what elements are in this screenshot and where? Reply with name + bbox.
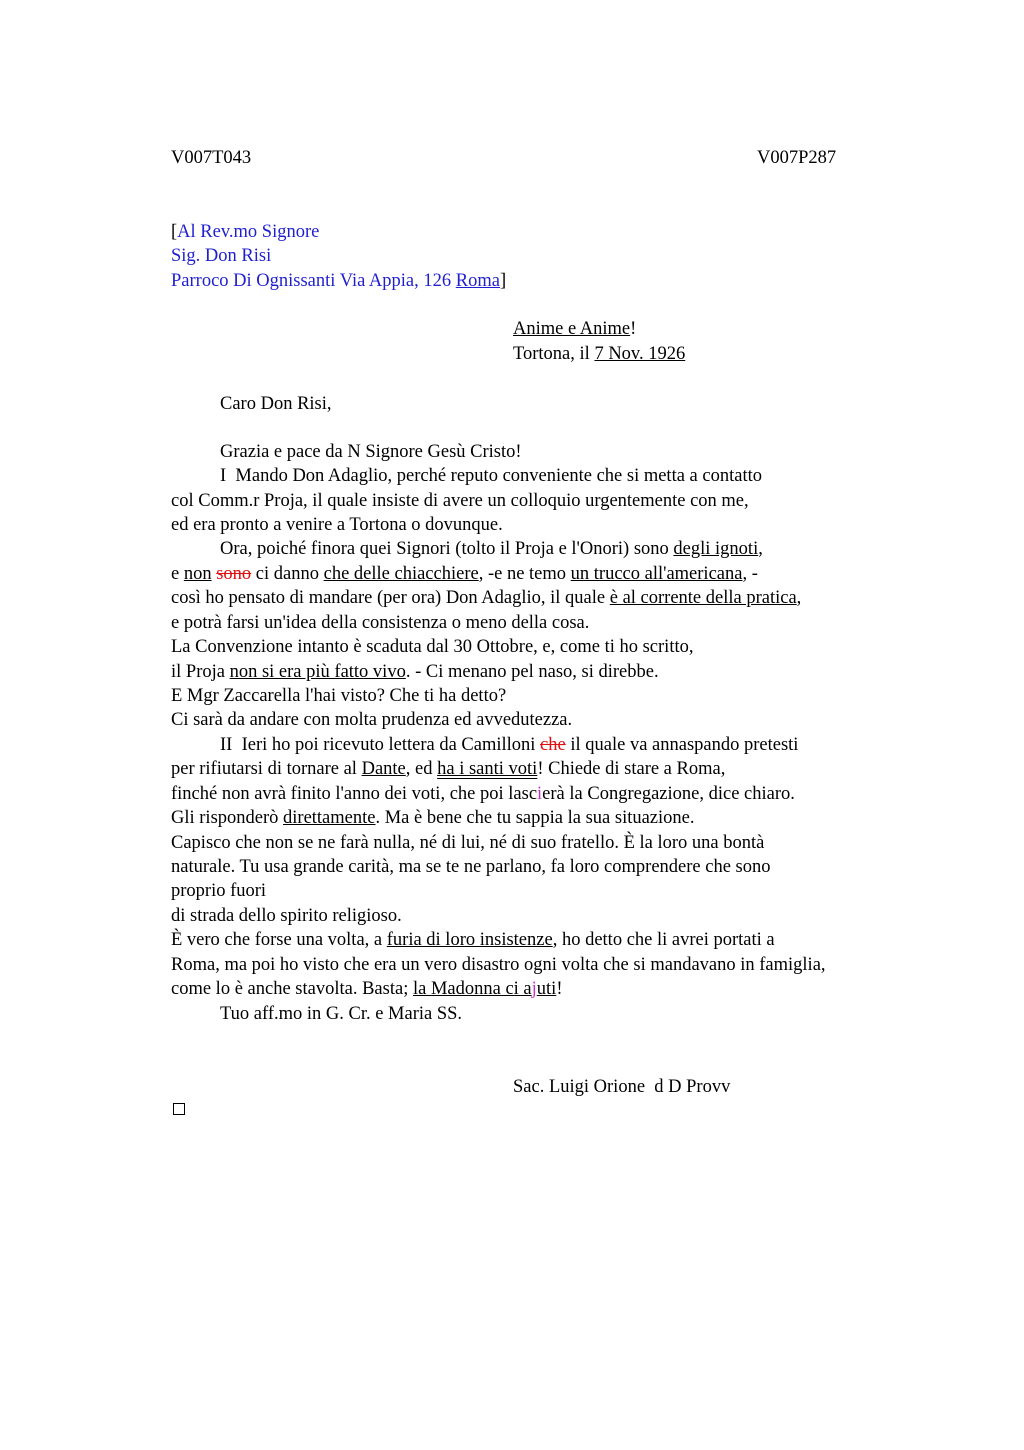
body-line: E Mgr Zaccarella l'hai visto? Che ti ha detto? [171,686,507,706]
text-run: il quale va annaspando pretesti [565,735,799,755]
text-run: , ho detto che li avrei portati a [552,930,775,950]
text-run: . - Ci menano pel naso, si direbbe. [405,662,659,682]
text-run: erà la Congregazione, dice chiaro. [542,784,795,804]
checkbox-icon [173,1103,185,1115]
text-run: ! Chiede di stare a Roma, [537,759,726,779]
greeting: Grazia e pace da N Signore Gesù Cristo! [220,442,522,462]
text-run: Ora, poiché finora quei Signori (tolto il Proja e l'Onori) sono [220,539,674,559]
inserted-letter: i [537,784,543,804]
address-city: Roma [455,271,500,291]
body-line [220,733,798,758]
text-run: , -e ne temo [478,564,571,584]
body-line [171,562,758,587]
salutation: Caro Don Risi, [220,394,332,414]
address-line-2: Sig. Don Risi [171,246,272,266]
underlined-text: degli ignoti [673,539,759,559]
text-run: Gli risponderò [171,808,284,828]
underlined-text: non [183,564,212,584]
document-code-left: V007T043 [171,148,252,168]
closing: Tuo aff.mo in G. Cr. e Maria SS. [220,1004,463,1024]
body-line: ed era pronto a venire a Tortona o dovunque. [171,515,503,535]
text-run: ci danno [251,564,324,584]
body-line: Ci sarà da andare con molta prudenza ed avvedutezza. [171,710,573,730]
motto-text: Anime e Anime [513,319,631,339]
body-line [220,537,763,562]
underlined-text: un trucco all'americana [570,564,743,584]
motto [513,317,636,342]
signature: Sac. Luigi Orione d D Provv [513,1077,731,1097]
body-line: e potrà farsi un'idea della consistenza o meno della cosa. [171,613,590,633]
text-run: , - [742,564,758,584]
text-run: ! [556,979,563,999]
motto-suffix: ! [630,319,637,339]
text-run: , [758,539,763,559]
text-run: II Ieri ho poi ricevuto lettera da Camilloni [220,735,541,755]
inserted-letter: j [531,979,537,999]
body-line: proprio fuori [171,881,267,901]
place: Tortona, il [513,344,595,364]
underlined-text: direttamente [283,808,376,828]
body-line: Capisco che non se ne farà nulla, né di lui, né di suo fratello. È la loro una bontà [171,833,765,853]
text-run: , ed [405,759,438,779]
close-bracket: ] [499,271,507,291]
underlined-text: non si era più fatto vivo [229,662,406,682]
underlined-text [413,979,556,999]
open-bracket: [ [171,222,178,242]
address-line-3 [171,269,506,294]
body-line [171,806,695,831]
place-date [513,342,685,367]
body-line [171,660,659,685]
text-run: È vero che forse una volta, a [171,930,387,950]
text-run: uti [536,979,557,999]
body-line [171,586,801,611]
text-run: e [171,564,184,584]
body-line [171,928,775,953]
deleted-text: sono [216,564,252,584]
body-line [171,757,725,782]
text-run: come lo è anche stavolta. Basta; [171,979,413,999]
underlined-text: che delle chiacchiere [323,564,479,584]
body-line: La Convenzione intanto è scaduta dal 30 Ottobre, e, come ti ho scritto, [171,637,694,657]
text-run: per rifiutarsi di tornare al [171,759,362,779]
deleted-text: che [540,735,566,755]
text-run: , [796,588,802,608]
text-run: così ho pensato di mandare (per ora) Don Adaglio, il quale [171,588,610,608]
text-run: finché non avrà finito l'anno dei voti, che poi lasc [171,784,538,804]
text-run: . Ma è bene che tu sappia la sua situazione. [375,808,695,828]
body-line: Roma, ma poi ho visto che era un vero disastro ogni volta che si mandavano in famiglia, [171,955,826,975]
text-run: il Proja [171,662,230,682]
document-code-right: V007P287 [757,148,837,168]
address-line-1 [171,220,319,245]
body-line: col Comm.r Proja, il quale insiste di avere un colloquio urgentemente con me, [171,491,749,511]
address-recipient-title: Al Rev.mo Signore [177,222,320,242]
double-underlined-text: ha i santi voti [437,759,538,779]
address-street: Parroco Di Ognissanti Via Appia, 126 [171,271,456,291]
body-line [171,977,562,1002]
underlined-text: Dante [361,759,406,779]
underlined-text: furia di loro insistenze [386,930,553,950]
body-line: I Mando Don Adaglio, perché reputo conveniente che si metta a contatto [220,466,762,486]
body-line: naturale. Tu usa grande carità, ma se te ne parlano, fa loro comprendere che sono [171,857,771,877]
date: 7 Nov. 1926 [594,344,686,364]
body-line: di strada dello spirito religioso. [171,906,402,926]
underlined-text: è al corrente della pratica [609,588,797,608]
body-line [171,782,795,807]
text-run: la Madonna ci a [412,979,532,999]
